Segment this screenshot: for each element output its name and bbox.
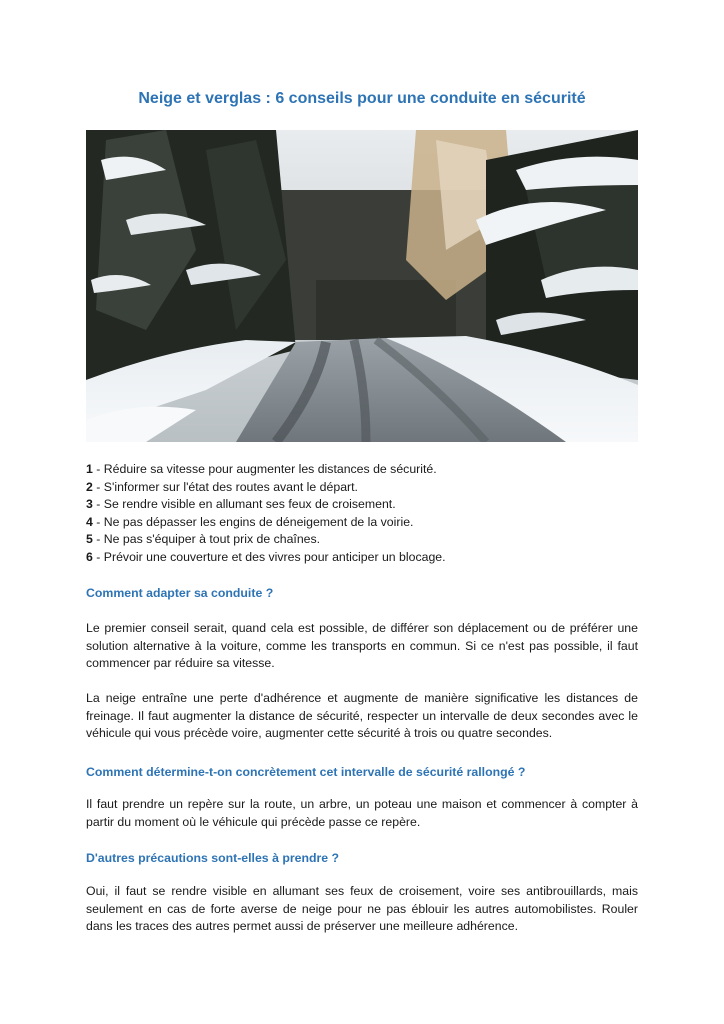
tip-separator: -: [92, 549, 104, 564]
tip-text: Réduire sa vitesse pour augmenter les distances de sécurité.: [103, 462, 437, 476]
tip-text: Ne pas dépasser les engins de déneigement de la voirie.: [103, 514, 414, 529]
tip-text: S'informer sur l'état des routes avant le départ.: [103, 479, 358, 494]
list-item: [86, 479, 646, 497]
tip-number: 5: [86, 532, 93, 547]
tip-separator: -: [92, 514, 104, 529]
tip-text: Se rendre visible en allumant ses feux de croisement.: [103, 497, 396, 512]
section-heading-adapt-driving: Comment adapter sa conduite ?: [86, 586, 274, 600]
list-item: [86, 549, 646, 567]
tip-number: 3: [86, 497, 93, 512]
tip-separator: -: [92, 532, 104, 547]
paragraph-alternative: Le premier conseil serait, quand cela est possible, de différer son déplacement ou de préférer une solution alternative à la voiture, comme les transports en commun. Si ce n'est pas possible, il faut commencer par réduire sa vitesse.: [86, 621, 638, 671]
list-item: [86, 496, 646, 514]
tip-text: Prévoir une couverture et des vivres pour anticiper un blocage.: [103, 549, 446, 564]
snowy-road-photo: [86, 130, 638, 442]
tips-list: [86, 461, 646, 567]
tip-number: 2: [86, 479, 93, 494]
list-item: [86, 514, 646, 532]
tip-number: 4: [86, 514, 93, 529]
page-title: Neige et verglas : 6 conseils pour une conduite en sécurité: [138, 90, 586, 107]
paragraph-grip-loss: La neige entraîne une perte d'adhérence et augmente de manière significative les distances de freinage. Il faut augmenter la distance de sécurité, respecter un intervalle de deux secondes avec le véhicule qui vous précède voire, augmenter cette sécurité à trois ou quatre secondes.: [86, 691, 638, 741]
tip-separator: -: [92, 497, 104, 512]
paragraph-landmark: Il faut prendre un repère sur la route, un arbre, un poteau une maison et commencer à compter à partir du moment où le véhicule qui précède passe ce repère.: [86, 797, 638, 829]
section-heading-precautions: D'autres précautions sont-elles à prendre ?: [86, 851, 340, 865]
section-heading-interval: Comment détermine-t-on concrètement cet intervalle de sécurité rallongé ?: [86, 765, 526, 779]
tip-number: 6: [86, 549, 93, 564]
tip-separator: -: [92, 479, 104, 494]
list-item: [86, 461, 646, 479]
list-item: [86, 531, 646, 549]
paragraph-visibility: Oui, il faut se rendre visible en allumant ses feux de croisement, voire ses antibrouillards, mais seulement en cas de forte averse de neige pour ne pas éblouir les autres automobilistes. Rouler dans les traces des autres permet aussi de préserver une meilleure adhérence.: [86, 884, 638, 934]
tip-number: 1: [86, 462, 93, 476]
tip-text: Ne pas s'équiper à tout prix de chaînes.: [103, 532, 321, 547]
tip-separator: -: [92, 462, 104, 476]
